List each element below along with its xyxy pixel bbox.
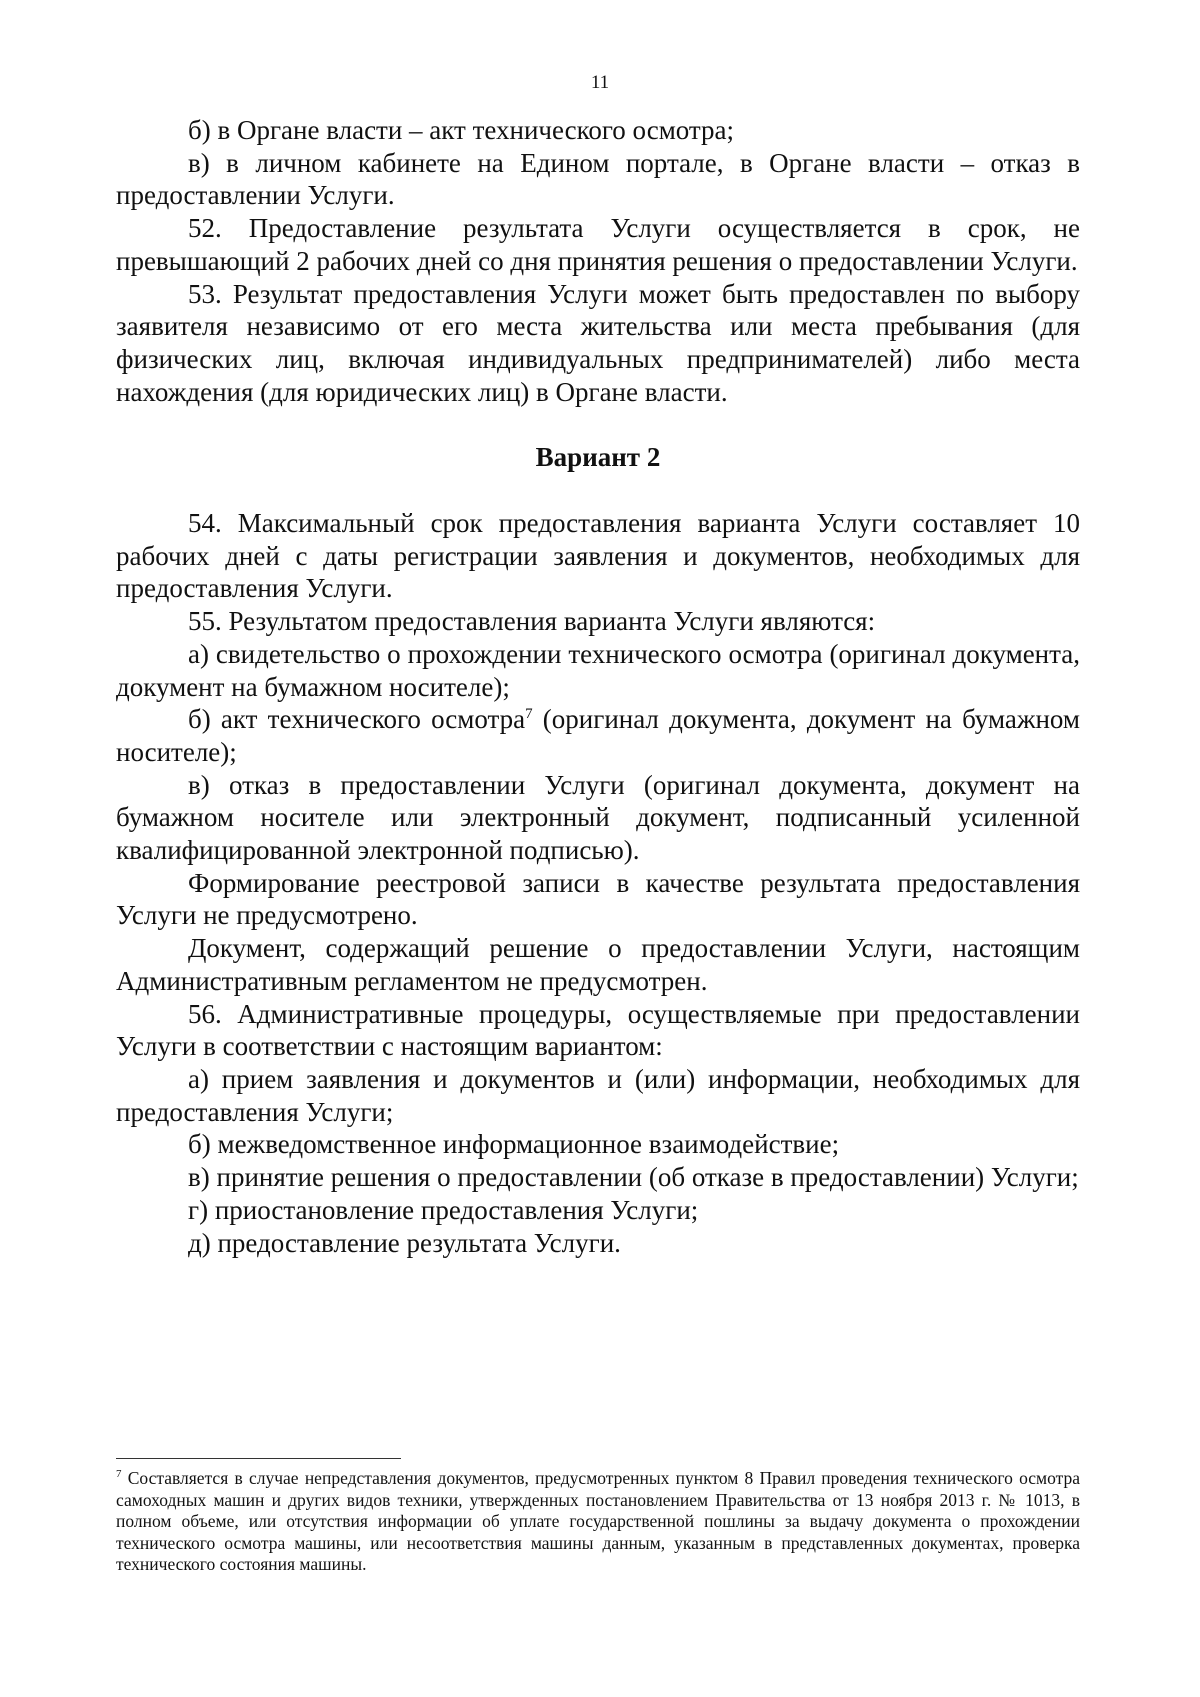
document-body	[116, 114, 1080, 1259]
paragraph: в) в личном кабинете на Едином портале, в Органе власти – отказ в предоставлении Услуги.	[116, 147, 1080, 211]
footnote	[116, 1468, 1080, 1576]
paragraph: б) межведомственное информационное взаимодействие;	[188, 1129, 840, 1160]
paragraph-text: б) акт технического осмотра	[188, 704, 526, 735]
footnote-reference[interactable]: 7	[525, 706, 533, 723]
section-heading: Вариант 2	[535, 442, 661, 473]
paragraph-text: (оригинал документа, документ на бумажном носителе);	[116, 704, 1081, 767]
paragraph: г) приостановление предоставления Услуги;	[188, 1194, 699, 1225]
paragraph: в) отказ в предоставлении Услуги (оригинал документа, документ на бумажном носителе или электронный документ, подписанный усиленной квалифицированной электронной подписью).	[116, 769, 1080, 866]
paragraph: 54. Максимальный срок предоставления варианта Услуги составляет 10 рабочих дней с даты регистрации заявления и документов, необходимых для предоставления Услуги.	[116, 508, 1080, 604]
paragraph: 52. Предоставление результата Услуги осуществляется в срок, не превышающий 2 рабочих дней со дня принятия решения о предоставлении Услуги.	[116, 213, 1080, 276]
paragraph: д) предоставление результата Услуги.	[188, 1227, 621, 1258]
footnote-divider	[116, 1458, 401, 1459]
paragraph: а) прием заявления и документов и (или) информации, необходимых для предоставления Услуги;	[116, 1063, 1080, 1127]
paragraph: б) в Органе власти – акт технического осмотра;	[188, 115, 735, 145]
paragraph: а) свидетельство о прохождении технического осмотра (оригинал документа, документ на бумажном носителе);	[116, 638, 1080, 702]
footnote-text: Составляется в случае непредставления документов, предусмотренных пунктом 8 Правил проведения технического осмотра самоходных машин и других видов техники, утвержденных постановлением Правительства от 13 ноября 2013 г. № 1013, в полном объеме, или отсутствия информации об уплате государственной пошлины за выдачу документа о прохождении технического осмотра машины, или несоответствия машины данным, указанным в представленных документах, проверка технического состояния машины.	[116, 1468, 1080, 1574]
paragraph: 56. Административные процедуры, осуществляемые при предоставлении Услуги в соответствии с настоящим вариантом:	[116, 998, 1080, 1062]
page-number: 11	[590, 72, 610, 93]
paragraph: в) принятие решения о предоставлении (об отказе в предоставлении) Услуги;	[188, 1162, 1079, 1193]
paragraph-with-footnote	[116, 703, 1080, 768]
paragraph: 53. Результат предоставления Услуги может быть предоставлен по выбору заявителя независимо от его места жительства или места пребывания (для физических лиц, включая индивидуальных предпринимателей) либо места нахождения (для юридических лиц) в Органе власти.	[116, 278, 1080, 407]
footnote-marker: 7	[116, 1468, 122, 1481]
paragraph: Формирование реестровой записи в качестве результата предоставления Услуги не предусмотрено.	[116, 867, 1080, 931]
paragraph: 55. Результатом предоставления варианта Услуги являются:	[188, 606, 876, 637]
paragraph: Документ, содержащий решение о предоставлении Услуги, настоящим Административным регламентом не предусмотрен.	[116, 933, 1080, 996]
